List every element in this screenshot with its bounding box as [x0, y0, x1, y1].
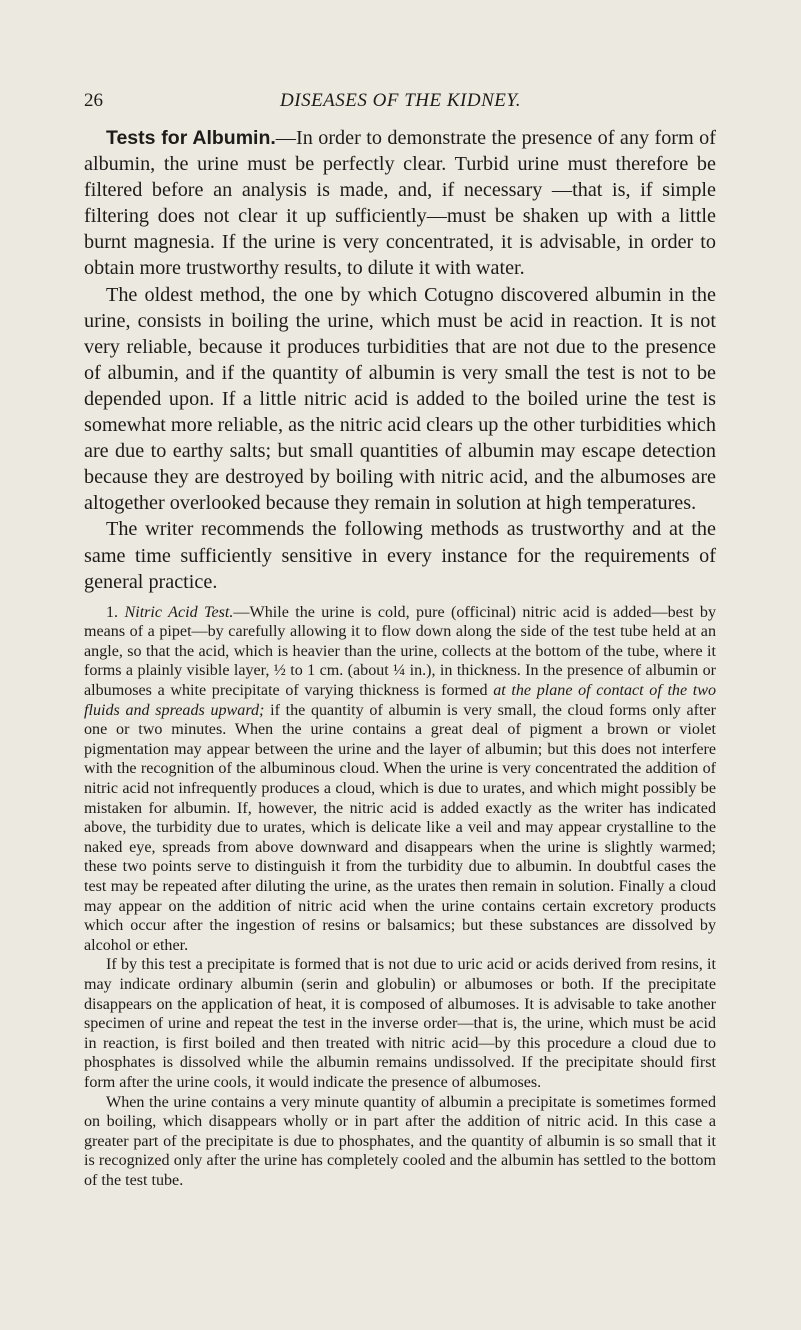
paragraph: [84, 603, 716, 956]
paragraph-text: —In order to demonstrate the presence of any form of albumin, the urine must be perfectly clear. Turbid urine must therefore be filtered before an analysis is made, and, if necessary —that is, if simple filtering does not clear it up sufficiently—must be shaken up with a little burnt magnesia. If the urine is very concentrated, it is advisable, in order to obtain more trustworthy results, to dilute it with water.: [84, 127, 716, 280]
paragraph: If by this test a precipitate is formed that is not due to uric acid or acids derived from resins, it may indicate ordinary albumin (serin and globulin) or albumoses or both. If the precipitate disappears on the application of heat, it is composed of albumoses. It is advisable to take another specimen of urine and repeat the test in the inverse order—that is, the urine, which must be acid in reaction, is first boiled and then treated with nitric acid—by this procedure a cloud due to phosphates is dissolved while the albumin remains undissolved. If the precipitate should first form after the urine cools, it would indicate the presence of albumoses.: [84, 956, 716, 1091]
page-number: 26: [84, 90, 103, 111]
emphasis-text: at the plane of contact of the two fluids and spreads upward;: [84, 682, 717, 719]
section-title: Tests for Albumin.: [106, 127, 276, 149]
paragraph: The writer recommends the following methods as trustworthy and at the same time sufficiently sensitive in every instance for the requirements of general practice.: [84, 518, 716, 593]
nitric-acid-test: [84, 603, 716, 1191]
paragraph: [84, 125, 716, 282]
paragraph: When the urine contains a very minute quantity of albumin a precipitate is sometimes formed on boiling, which disappears wholly or in part after the addition of nitric acid. In this case a greater part of the precipitate is due to phosphates, and the quantity of albumin is so small that it is recognized only after the urine has completely cooled and the albumin has settled to the bottom of the test tube.: [84, 1093, 716, 1189]
test-title: Nitric Acid Test.: [124, 603, 234, 621]
paragraph: The oldest method, the one by which Cotugno discovered albumin in the urine, consists in boiling the urine, which must be acid in reaction. It is not very reliable, because it produces turbidities that are not due to the presence of albumin, and if the quantity of albumin is very small the test is not to be depended upon. If a little nitric acid is added to the boiled urine the test is somewhat more reliable, as the nitric acid clears up the other turbidities which are due to earthy salts; but small quantities of albumin may escape detection because they are destroyed by boiling with nitric acid, and the albumoses are altogether overlooked because they remain in solution at high temperatures.: [84, 283, 716, 515]
main-text: [84, 125, 716, 595]
running-head: DISEASES OF THE KIDNEY.: [280, 90, 521, 111]
page-header: [0, 90, 801, 116]
paragraph-text: —While the urine is cold, pure (officinal) nitric acid is added—best by means of a pipet—by carefully allowing it to flow down along the side of the test tube held at an angle, so that the acid, which is heavier than the urine, collects at the bottom of the tube, where it forms a plainly visible layer, ½ to 1 cm. (about ¼ in.), in thickness. In the presence of albumin or albumoses a white precipitate of varying thickness is formed: [84, 603, 716, 700]
page-body: [84, 125, 716, 1191]
paragraph-text: if the quantity of albumin is very small, the cloud forms only after one or two minutes. When the urine contains a great deal of pigment a brown or violet pigmentation may appear between the urine and the layer of albumin; but this does not interfere with the recognition of the albuminous cloud. When the urine is very concentrated the addition of nitric acid not infrequently produces a cloud, which is due to urates, and which might possibly be mistaken for albumin. If, however, the nitric acid is added exactly as the writer has indicated above, the turbidity due to urates, which is delicate like a veil and may appear crystalline to the naked eye, spreads from above downward and disappears when the urine is slightly warmed; these two points serve to distinguish it from the turbidity due to albumin. In doubtful cases the test may be repeated after diluting the urine, as the urates then remain in solution. Finally a cloud may appear on the addition of nitric acid when the urine contains certain excretory products which occur after the ingestion of resins or balsamics; but these substances are dissolved by alcohol or ether.: [84, 701, 717, 954]
item-number: 1.: [106, 603, 119, 621]
